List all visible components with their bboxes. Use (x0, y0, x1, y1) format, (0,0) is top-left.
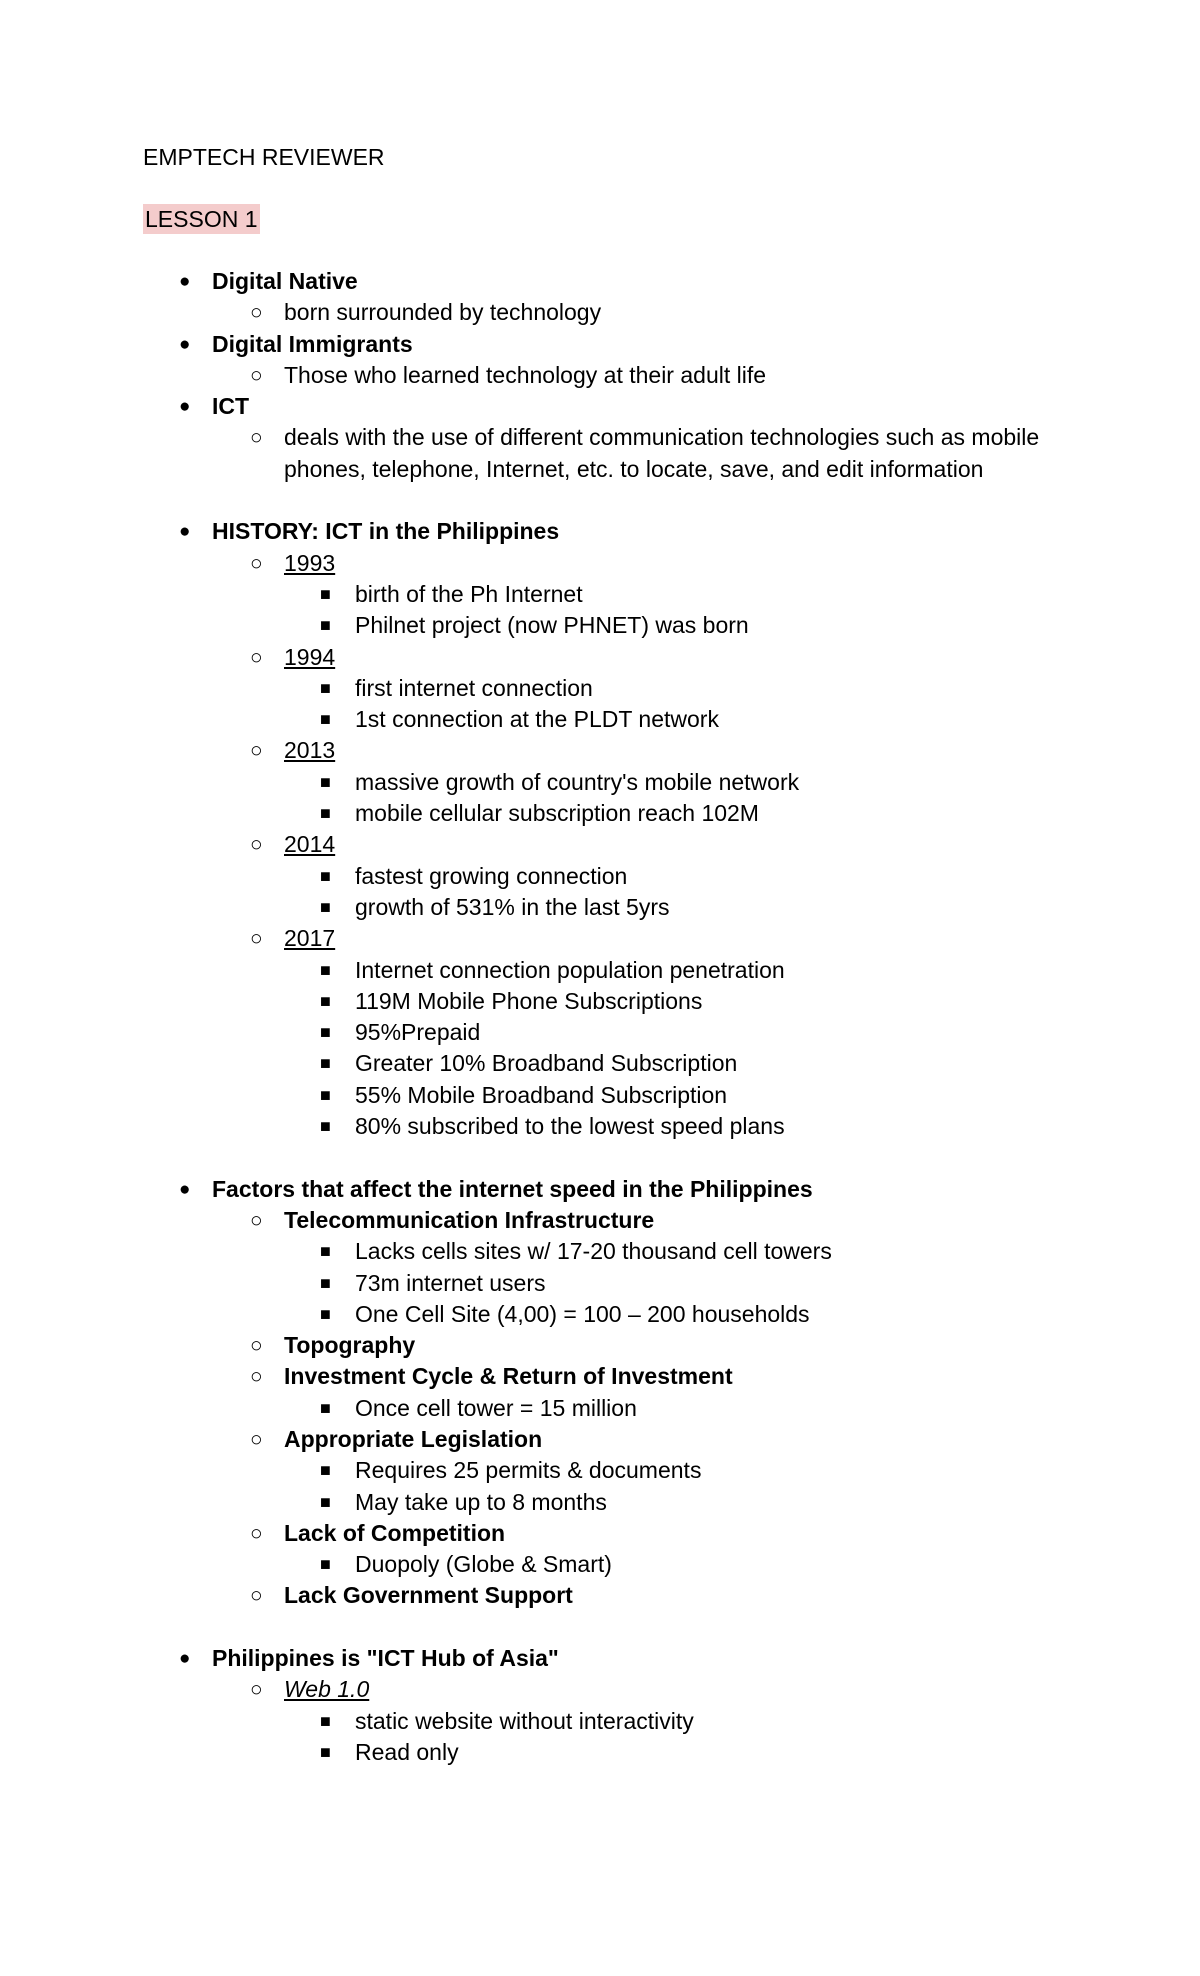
section-digital-immigrants (0, 329, 1200, 360)
point-text: 80% subscribed to the lowest speed plans (355, 1113, 785, 1140)
square-bullet-icon: ■ (320, 1397, 331, 1418)
hollow-circle-bullet-icon: ○ (250, 1365, 263, 1389)
point-text: fastest growing connection (355, 862, 628, 889)
factor-item (0, 1518, 1200, 1549)
sub-list-item (0, 1549, 1200, 1580)
hollow-circle-bullet-icon: ○ (250, 1584, 263, 1608)
sub-list-item (0, 1111, 1200, 1142)
spacer (0, 1142, 1200, 1173)
square-bullet-icon: ■ (320, 865, 331, 886)
filled-circle-bullet-icon: ● (179, 396, 191, 418)
sub-list-item (0, 1268, 1200, 1299)
square-bullet-icon: ■ (320, 1303, 331, 1324)
hollow-circle-bullet-icon: ○ (250, 426, 263, 450)
year-item-2014 (0, 829, 1200, 860)
factor-label: Appropriate Legislation (284, 1425, 543, 1452)
list-item (0, 360, 1200, 391)
list-item-continuation (0, 454, 1200, 485)
item-text: deals with the use of different communication technologies such as mobile (284, 424, 1040, 451)
square-bullet-icon: ■ (320, 803, 331, 824)
point-text: massive growth of country's mobile network (355, 768, 800, 795)
point-text: 1st connection at the PLDT network (355, 706, 719, 733)
square-bullet-icon: ■ (320, 990, 331, 1011)
section-ict (0, 391, 1200, 422)
filled-circle-bullet-icon: ● (179, 1648, 191, 1670)
hollow-circle-bullet-icon: ○ (250, 645, 263, 669)
hollow-circle-bullet-icon: ○ (250, 1334, 263, 1358)
square-bullet-icon: ■ (320, 959, 331, 980)
document-title: EMPTECH REVIEWER (143, 144, 385, 170)
item-text-line-2: phones, telephone, Internet, etc. to locate, save, and edit information (284, 455, 984, 482)
square-bullet-icon: ■ (320, 1554, 331, 1575)
point-text: mobile cellular subscription reach 102M (355, 800, 759, 827)
square-bullet-icon: ■ (320, 615, 331, 636)
hollow-circle-bullet-icon: ○ (250, 1208, 263, 1232)
sub-list-item (0, 1706, 1200, 1737)
year-item-1993 (0, 548, 1200, 579)
spacer (0, 1612, 1200, 1643)
square-bullet-icon: ■ (320, 1053, 331, 1074)
point-text: 95%Prepaid (355, 1019, 481, 1046)
factor-label: Topography (284, 1332, 416, 1359)
factor-item (0, 1361, 1200, 1392)
square-bullet-icon: ■ (320, 1491, 331, 1512)
square-bullet-icon: ■ (320, 896, 331, 917)
point-text: Once cell tower = 15 million (355, 1394, 637, 1421)
point-text: Internet connection population penetration (355, 956, 785, 983)
point-text: 73m internet users (355, 1269, 546, 1296)
sub-list-item (0, 1393, 1200, 1424)
factor-item (0, 1330, 1200, 1361)
sub-list-item (0, 986, 1200, 1017)
factor-item (0, 1205, 1200, 1236)
point-text: Greater 10% Broadband Subscription (355, 1050, 738, 1077)
sub-list-item (0, 767, 1200, 798)
section-heading: ICT (212, 393, 250, 420)
sub-list-item (0, 1048, 1200, 1079)
factor-item (0, 1424, 1200, 1455)
sub-list-item (0, 1017, 1200, 1048)
section-heading: Digital Immigrants (212, 330, 413, 357)
sub-list-item (0, 610, 1200, 641)
section-history (0, 516, 1200, 547)
web-version-label: Web 1.0 (284, 1676, 370, 1703)
list-item (0, 297, 1200, 328)
square-bullet-icon: ■ (320, 1460, 331, 1481)
year-label: 2014 (284, 831, 336, 858)
lesson-heading-highlighted: LESSON 1 (145, 206, 258, 232)
filled-circle-bullet-icon: ● (179, 1178, 191, 1200)
point-text: One Cell Site (4,00) = 100 – 200 households (355, 1300, 810, 1327)
year-label: 2017 (284, 925, 336, 952)
square-bullet-icon: ■ (320, 1272, 331, 1293)
square-bullet-icon: ■ (320, 709, 331, 730)
sub-list-item (0, 798, 1200, 829)
section-heading: Philippines is "ICT Hub of Asia" (212, 1645, 559, 1672)
section-heading: Digital Native (212, 268, 358, 294)
filled-circle-bullet-icon: ● (179, 271, 191, 292)
filled-circle-bullet-icon: ● (179, 333, 191, 355)
sub-list-item (0, 704, 1200, 735)
point-text: 55% Mobile Broadband Subscription (355, 1081, 728, 1108)
square-bullet-icon: ■ (320, 677, 331, 698)
factor-item (0, 1580, 1200, 1611)
section-digital-native (0, 266, 1200, 297)
year-item-2013 (0, 735, 1200, 766)
sub-list-item (0, 861, 1200, 892)
point-text: Lacks cells sites w/ 17-20 thousand cell towers (355, 1238, 832, 1265)
section-heading: HISTORY: ICT in the Philippines (212, 518, 560, 545)
year-label: 2013 (284, 737, 336, 764)
hollow-circle-bullet-icon: ○ (250, 1521, 263, 1545)
point-text: birth of the Ph Internet (355, 580, 583, 607)
hollow-circle-bullet-icon: ○ (250, 833, 263, 857)
hollow-circle-bullet-icon: ○ (250, 1678, 263, 1702)
item-text: born surrounded by technology (284, 299, 602, 326)
list-item (0, 422, 1200, 453)
factor-label: Lack Government Support (284, 1582, 573, 1609)
sub-list-item (0, 1487, 1200, 1518)
item-text: Those who learned technology at their adult life (284, 361, 767, 388)
year-label: 1993 (284, 549, 336, 576)
hollow-circle-bullet-icon: ○ (250, 739, 263, 763)
year-label: 1994 (284, 643, 336, 670)
point-text: 119M Mobile Phone Subscriptions (355, 987, 703, 1014)
year-item-2017 (0, 923, 1200, 954)
square-bullet-icon: ■ (320, 1084, 331, 1105)
sub-list-item (0, 579, 1200, 610)
point-text: Philnet project (now PHNET) was born (355, 612, 749, 639)
web-version-item (0, 1674, 1200, 1705)
point-text: Duopoly (Globe & Smart) (355, 1551, 612, 1578)
point-text: Requires 25 permits & documents (355, 1457, 702, 1484)
square-bullet-icon: ■ (320, 1710, 331, 1731)
factor-label: Lack of Competition (284, 1519, 506, 1546)
sub-list-item (0, 1737, 1200, 1768)
section-heading: Factors that affect the internet speed in the Philippines (212, 1175, 813, 1202)
point-text: growth of 531% in the last 5yrs (355, 893, 670, 920)
sub-list-item (0, 1299, 1200, 1330)
sub-list-item (0, 673, 1200, 704)
filled-circle-bullet-icon: ● (179, 521, 191, 543)
hollow-circle-bullet-icon: ○ (250, 927, 263, 951)
sub-list-item (0, 1080, 1200, 1111)
sub-list-item (0, 1236, 1200, 1267)
outline-list (0, 266, 1200, 1768)
hollow-circle-bullet-icon: ○ (250, 1427, 263, 1451)
square-bullet-icon: ■ (320, 583, 331, 604)
sub-list-item (0, 892, 1200, 923)
point-text: May take up to 8 months (355, 1488, 607, 1515)
section-internet-speed-factors (0, 1174, 1200, 1205)
point-text: first internet connection (355, 674, 593, 701)
square-bullet-icon: ■ (320, 1116, 331, 1137)
hollow-circle-bullet-icon: ○ (250, 301, 263, 325)
square-bullet-icon: ■ (320, 1241, 331, 1262)
hollow-circle-bullet-icon: ○ (250, 363, 263, 387)
sub-list-item (0, 1455, 1200, 1486)
factor-label: Telecommunication Infrastructure (284, 1206, 655, 1233)
square-bullet-icon: ■ (320, 1741, 331, 1762)
spacer (0, 485, 1200, 516)
section-ict-hub-of-asia (0, 1643, 1200, 1674)
square-bullet-icon: ■ (320, 771, 331, 792)
point-text: static website without interactivity (355, 1707, 694, 1734)
sub-list-item (0, 955, 1200, 986)
hollow-circle-bullet-icon: ○ (250, 551, 263, 575)
factor-label: Investment Cycle & Return of Investment (284, 1363, 733, 1390)
year-item-1994 (0, 642, 1200, 673)
point-text: Read only (355, 1738, 459, 1765)
square-bullet-icon: ■ (320, 1022, 331, 1043)
